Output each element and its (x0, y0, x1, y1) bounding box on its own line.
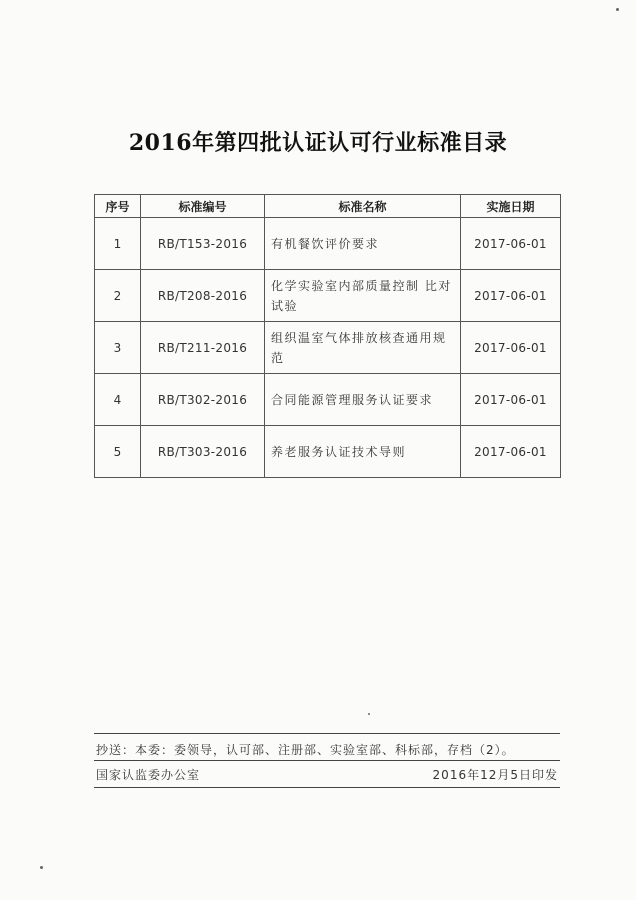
header-code: 标准编号 (141, 195, 265, 218)
footer-bottom-rule (94, 787, 560, 788)
cell-date: 2017-06-01 (461, 270, 561, 322)
table-row (95, 270, 561, 322)
scan-speck (368, 713, 370, 715)
cell-code: RB/T153-2016 (141, 218, 265, 270)
table-header-row (95, 195, 561, 218)
cell-seq: 5 (95, 426, 141, 478)
footer-top-rule (94, 733, 560, 734)
issuer-line (96, 766, 558, 783)
cell-seq: 3 (95, 322, 141, 374)
header-seq: 序号 (95, 195, 141, 218)
cc-line: 抄送：本委：委领导，认可部、注册部、实验室部、科标部，存档（2）。 (96, 743, 515, 757)
table-row (95, 426, 561, 478)
standards-table (94, 194, 561, 478)
document-title: 2016年第四批认证认可行业标准目录 (128, 130, 508, 156)
cell-date: 2017-06-01 (461, 374, 561, 426)
cell-code: RB/T303-2016 (141, 426, 265, 478)
cell-date: 2017-06-01 (461, 322, 561, 374)
footer-middle-rule (94, 760, 560, 761)
header-name: 标准名称 (265, 195, 461, 218)
cell-date: 2017-06-01 (461, 426, 561, 478)
scan-speck (616, 8, 619, 11)
table-row (95, 322, 561, 374)
cell-name: 养老服务认证技术导则 (265, 426, 461, 478)
cell-seq: 4 (95, 374, 141, 426)
cell-code: RB/T208-2016 (141, 270, 265, 322)
cell-code: RB/T302-2016 (141, 374, 265, 426)
cell-date: 2017-06-01 (461, 218, 561, 270)
cell-name: 组织温室气体排放核查通用规范 (265, 322, 461, 374)
cell-seq: 2 (95, 270, 141, 322)
cell-name: 化学实验室内部质量控制 比对试验 (265, 270, 461, 322)
cell-code: RB/T211-2016 (141, 322, 265, 374)
table-row (95, 218, 561, 270)
scan-speck (40, 866, 43, 869)
header-date: 实施日期 (461, 195, 561, 218)
issuer-name: 国家认监委办公室 (96, 768, 201, 782)
cell-name: 有机餐饮评价要求 (265, 218, 461, 270)
cell-seq: 1 (95, 218, 141, 270)
cell-name: 合同能源管理服务认证要求 (265, 374, 461, 426)
issue-date: 2016年12月5日印发 (432, 768, 558, 782)
table-row (95, 374, 561, 426)
